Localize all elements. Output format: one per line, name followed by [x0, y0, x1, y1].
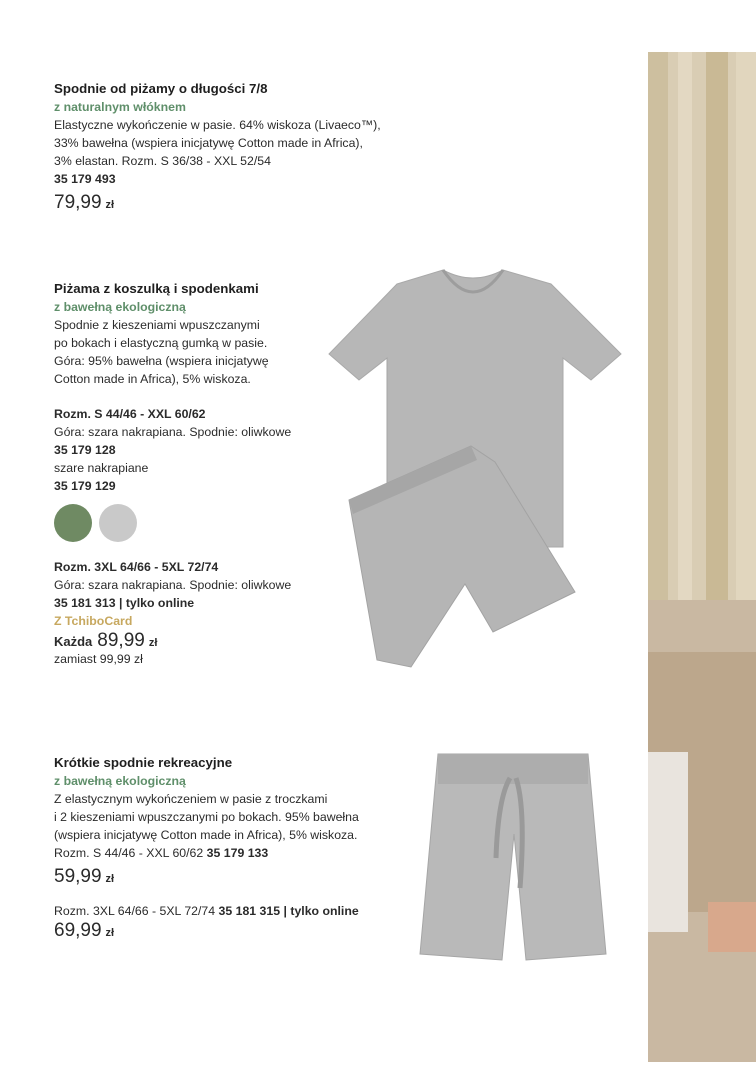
currency: zł	[148, 637, 158, 649]
size-range: Rozm. 3XL 64/66 - 5XL 72/74	[54, 904, 216, 918]
product-description-line: Z elastycznym wykończeniem w pasie z troczkami	[54, 792, 328, 806]
article-number: 35 179 133	[206, 846, 269, 860]
pajama-set-photo	[325, 262, 625, 672]
product-description-line: (wspiera inicjatywę Cotton made in Africa), 5% wiskoza.	[54, 828, 358, 842]
variant-description: Góra: szara nakrapiana. Spodnie: oliwkowe	[54, 425, 292, 439]
price	[54, 868, 359, 888]
product-description-line: i 2 kieszeniami wpuszczanymi po bokach. 95% bawełna	[54, 810, 359, 824]
product-title: Krótkie spodnie rekreacyjne	[54, 755, 233, 770]
price	[54, 922, 359, 942]
swatch-olive[interactable]	[54, 504, 92, 542]
price-value: 79,99	[54, 192, 102, 213]
each-label: Każda	[54, 634, 93, 649]
product-pajama-set	[54, 280, 291, 668]
article-number: 35 181 315 | tylko online	[218, 904, 359, 918]
product-description-line: Elastyczne wykończenie w pasie. 64% wiskoza (Livaeco™),	[54, 118, 381, 132]
currency: zł	[105, 873, 115, 885]
price	[54, 632, 291, 652]
currency: zł	[105, 927, 115, 939]
product-description-line: 33% bawełna (wspiera inicjatywę Cotton made in Africa),	[54, 136, 363, 150]
price-value: 69,99	[54, 920, 102, 941]
product-description-line: Cotton made in Africa), 5% wiskoza.	[54, 372, 251, 386]
product-pajama-pants	[54, 80, 381, 214]
product-subtitle: z bawełną ekologiczną	[54, 774, 186, 788]
size-range: Rozm. S 44/46 - XXL 60/62	[54, 846, 204, 860]
size-line	[54, 844, 359, 862]
article-number: 35 179 128	[54, 443, 116, 457]
product-description-line: 3% elastan. Rozm. S 36/38 - XXL 52/54	[54, 154, 271, 168]
product-description-line: po bokach i elastyczną gumką w pasie.	[54, 336, 268, 350]
currency: zł	[105, 199, 115, 211]
article-number: 35 179 129	[54, 479, 116, 493]
product-title: Piżama z koszulką i spodenkami	[54, 281, 259, 296]
variant-description: szare nakrapiane	[54, 461, 149, 475]
price-value: 59,99	[54, 866, 102, 887]
shorts-photo	[418, 748, 608, 963]
swatch-grey[interactable]	[99, 504, 137, 542]
product-subtitle: z bawełną ekologiczną	[54, 300, 186, 314]
article-number: 35 179 493	[54, 172, 116, 186]
old-price: zamiast 99,99 zł	[54, 652, 143, 666]
product-subtitle: z naturalnym włóknem	[54, 100, 186, 114]
price-value: 89,99	[97, 630, 145, 651]
size-range: Rozm. S 44/46 - XXL 60/62	[54, 407, 206, 421]
tchibocard-label: Z TchiboCard	[54, 614, 133, 628]
product-lounge-shorts	[54, 754, 359, 942]
variant-description: Góra: szara nakrapiana. Spodnie: oliwkowe	[54, 578, 292, 592]
size-line	[54, 902, 359, 920]
lifestyle-photo	[648, 52, 756, 1062]
size-range: Rozm. 3XL 64/66 - 5XL 72/74	[54, 560, 219, 574]
product-description-line: Góra: 95% bawełna (wspiera inicjatywę	[54, 354, 269, 368]
price	[54, 194, 381, 214]
article-number: 35 181 313 | tylko online	[54, 596, 195, 610]
product-description-line: Spodnie z kieszeniami wpuszczanymi	[54, 318, 260, 332]
color-swatches	[54, 504, 291, 542]
product-title: Spodnie od piżamy o długości 7/8	[54, 81, 268, 96]
